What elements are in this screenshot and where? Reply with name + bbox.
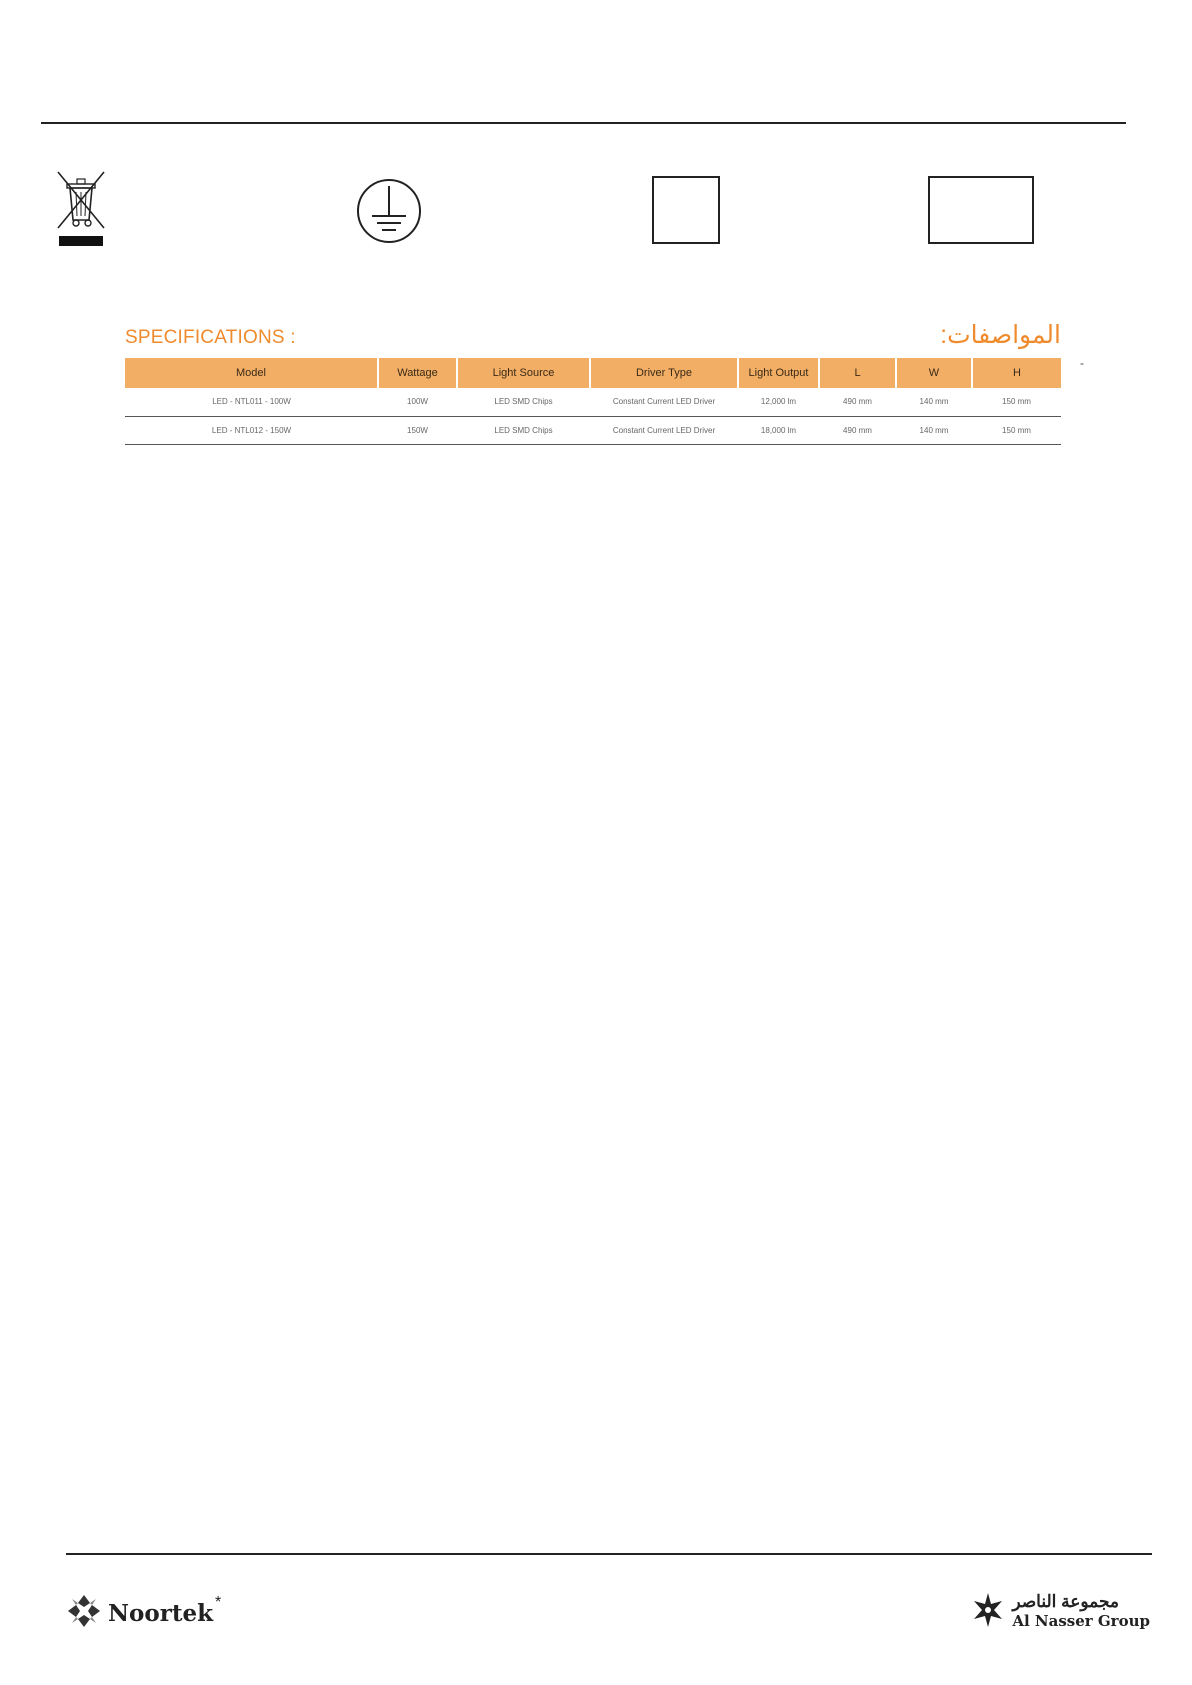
specifications-table [125,358,1061,445]
table-cell: 12,000 lm [738,388,819,416]
table-cell: LED - NTL011 - 100W [125,388,378,416]
table-cell: 18,000 lm [738,416,819,444]
protective-earth-icon [356,178,422,244]
column-header: Light Source [457,358,590,388]
noortek-wordmark: Noortek [108,1599,214,1627]
al-nasser-arabic-name: مجموعة الناصر [1012,1592,1120,1611]
column-header: Light Output [738,358,819,388]
top-divider [41,122,1126,124]
footer-divider [66,1553,1152,1555]
column-header: H [972,358,1061,388]
column-header: Wattage [378,358,457,388]
table-cell: Constant Current LED Driver [590,416,738,444]
noortek-emblem-icon [66,1593,102,1634]
table-cell: 140 mm [896,388,972,416]
column-header: Driver Type [590,358,738,388]
al-nasser-group-logo [970,1590,1150,1634]
column-header: L [819,358,896,388]
rectangle-frame-icon [928,176,1034,244]
table-row [125,416,1061,444]
table-cell: LED SMD Chips [457,388,590,416]
table-cell: LED SMD Chips [457,416,590,444]
weee-crossed-bin-icon [54,170,108,250]
table-row [125,388,1061,416]
table-cell: 490 mm [819,416,896,444]
table-cell: 150 mm [972,416,1061,444]
certification-icons [0,165,1192,255]
table-cell: LED - NTL012 - 150W [125,416,378,444]
column-header: W [896,358,972,388]
table-header-row [125,358,1061,388]
specifications-heading-arabic: المواصفات: [940,321,1061,349]
table-cell: 100W [378,388,457,416]
table-cell: 150W [378,416,457,444]
square-frame-icon [652,176,720,244]
noortek-star-mark: * [215,1594,222,1611]
table-cell: Constant Current LED Driver [590,388,738,416]
specifications-heading: SPECIFICATIONS : [125,327,296,348]
al-nasser-emblem-icon [970,1592,1006,1633]
al-nasser-english-name: Al Nasser Group [1012,1612,1150,1630]
table-cell: 490 mm [819,388,896,416]
table-cell: 150 mm [972,388,1061,416]
column-header: Model [125,358,378,388]
side-mark: - [1080,356,1084,370]
noortek-logo [66,1593,221,1633]
table-cell: 140 mm [896,416,972,444]
